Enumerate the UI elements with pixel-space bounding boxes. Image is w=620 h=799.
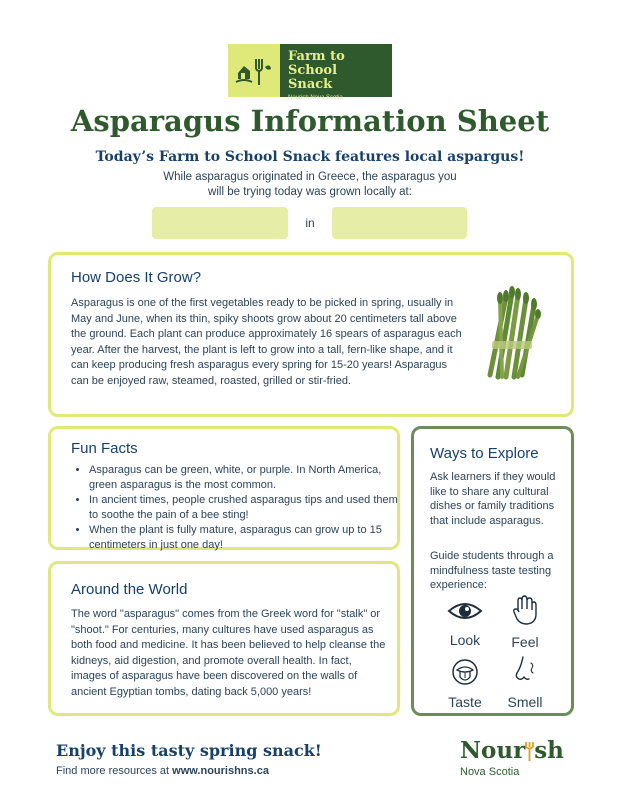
world-text: The word "asparagus" comes from the Greek word for "stalk" or "shoot." For centuries, many cultures have used asparagus as both food and medicine. It has been believed to help cleanse the kidneys, aid digestion, and promote overall health. In fact, images of asparagus have been discovered on the walls of ancient Egyptian tombs, dating back 5,000 years! <box>71 608 386 698</box>
nourish-word-part1: Nour <box>460 737 526 764</box>
nourish-logo <box>460 738 580 778</box>
fun-facts-list <box>71 463 405 553</box>
nourish-subtitle: Nova Scotia <box>460 766 520 778</box>
in-label: in <box>305 216 315 230</box>
sense-smell-label: Smell <box>507 694 543 710</box>
mouth-icon <box>451 659 479 685</box>
footer-resources-prefix: Find more resources at <box>56 765 173 777</box>
eye-icon <box>447 599 483 623</box>
nose-icon <box>513 655 537 685</box>
footer-title: Enjoy this tasty spring snack! <box>56 741 322 760</box>
nourish-word-part2: sh <box>534 737 564 764</box>
footer-resources <box>56 765 269 777</box>
world-heading: Around the World <box>71 581 188 598</box>
fun-fact-item: • When the plant is fully mature, asparagus can grow up to 15 centimeters in just one day! <box>89 523 405 552</box>
grow-text: Asparagus is one of the first vegetables ready to be picked in spring, usually in May and June, when its thin, spiky shoots grow about 20 centimeters tall above the ground. Each plant can produce approximately 16 spears of asparagus each year. After the harvest, the plant is left to grow into a tall, fern-like shape, and it can keep producing fresh asparagus every spring for 15-20 years! Asparagus can be enjoyed raw, steamed, roasted, grilled or stir-fried. <box>71 297 462 387</box>
logo-title-line1: Farm to <box>288 49 345 64</box>
explore-text-1: Ask learners if they would like to share any cultural dishes or family traditions that include asparagus. <box>430 471 556 527</box>
resources-link[interactable]: www.nourishns.ca <box>172 765 269 777</box>
fun-fact-item: • Asparagus can be green, white, or purple. In North America, green asparagus is the most common. <box>89 463 405 492</box>
farm-name-blank[interactable] <box>152 207 288 239</box>
sense-look-label: Look <box>449 632 481 648</box>
logo-title-line2: School Snack <box>288 63 338 92</box>
sense-taste-label: Taste <box>448 694 482 710</box>
sense-smell <box>490 655 560 710</box>
farm-fork-icon <box>228 44 280 97</box>
hand-icon <box>512 595 538 625</box>
page-subtitle: Today’s Farm to School Snack features local aspargus! <box>95 149 525 165</box>
sense-feel <box>490 595 560 650</box>
explore-text-2: Guide students through a mindfulness taste testing experience: <box>430 550 554 591</box>
fun-facts-heading: Fun Facts <box>71 440 138 457</box>
sense-feel-label: Feel <box>511 634 539 650</box>
fun-fact-item: • In ancient times, people crushed asparagus tips and used them to soothe the pain of a bee sting! <box>89 493 405 522</box>
page-title: Asparagus Information Sheet <box>70 104 550 138</box>
grow-heading: How Does It Grow? <box>71 269 202 286</box>
location-blank[interactable] <box>332 207 467 239</box>
explore-heading: Ways to Explore <box>430 445 539 462</box>
fun-facts-section <box>48 426 400 550</box>
farm-to-school-logo <box>228 44 392 101</box>
ways-to-explore-section <box>411 426 574 716</box>
intro-text: While asparagus originated in Greece, the asparagus you will be trying today was grown locally at: <box>163 171 457 198</box>
logo-subtitle: Nourish Nova Scotia <box>288 95 343 101</box>
asparagus-image <box>476 285 546 380</box>
how-does-it-grow-section <box>48 252 574 417</box>
around-the-world-section <box>48 561 400 716</box>
